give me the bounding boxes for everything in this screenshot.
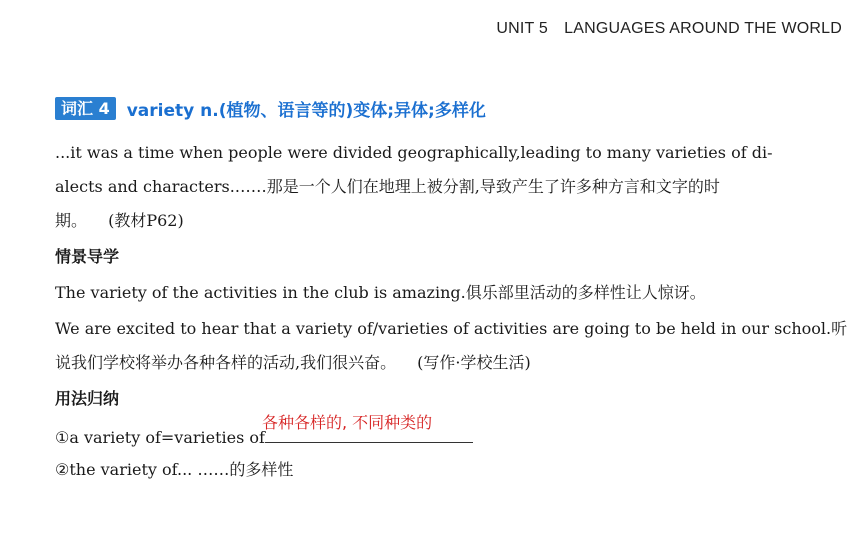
source-example-line-1: ...it was a time when people were divided geographically,leading to many varieties of di- [55,143,773,162]
usage-item-1-text: ①a variety of=varieties of [55,428,265,447]
situation-example-1: The variety of the activities in the club is amazing.俱乐部里活动的多样性让人惊讶。 [55,283,706,302]
vocab-headword: variety n.(植物、语言等的)变体;异体;多样化 [126,101,486,121]
situation-example-2-line-2: 说我们学校将举办各种各样的活动,我们很兴奋。 (写作·学校生活) [55,353,531,372]
usage-heading: 用法归纳 [55,389,120,408]
vocab-entry-heading [55,96,486,121]
vocab-tag-badge: 词汇 4 [55,97,116,120]
situation-example-2-line-1: We are excited to hear that a variety of/varieties of activities are going to be held in our school.听 [55,319,848,338]
unit-title: UNIT 5 LANGUAGES AROUND THE WORLD [496,20,842,37]
situation-heading: 情景导学 [55,247,120,266]
usage-item-2: ②the variety of... ……的多样性 [55,460,294,479]
source-example-line-3: 期。 (教材P62) [55,211,184,230]
usage-item-1-answer: 各种各样的, 不同种类的 [262,413,433,432]
source-example-line-2: alects and characters.……那是一个人们在地理上被分割,导致产生了许多种方言和文字的时 [55,177,720,196]
